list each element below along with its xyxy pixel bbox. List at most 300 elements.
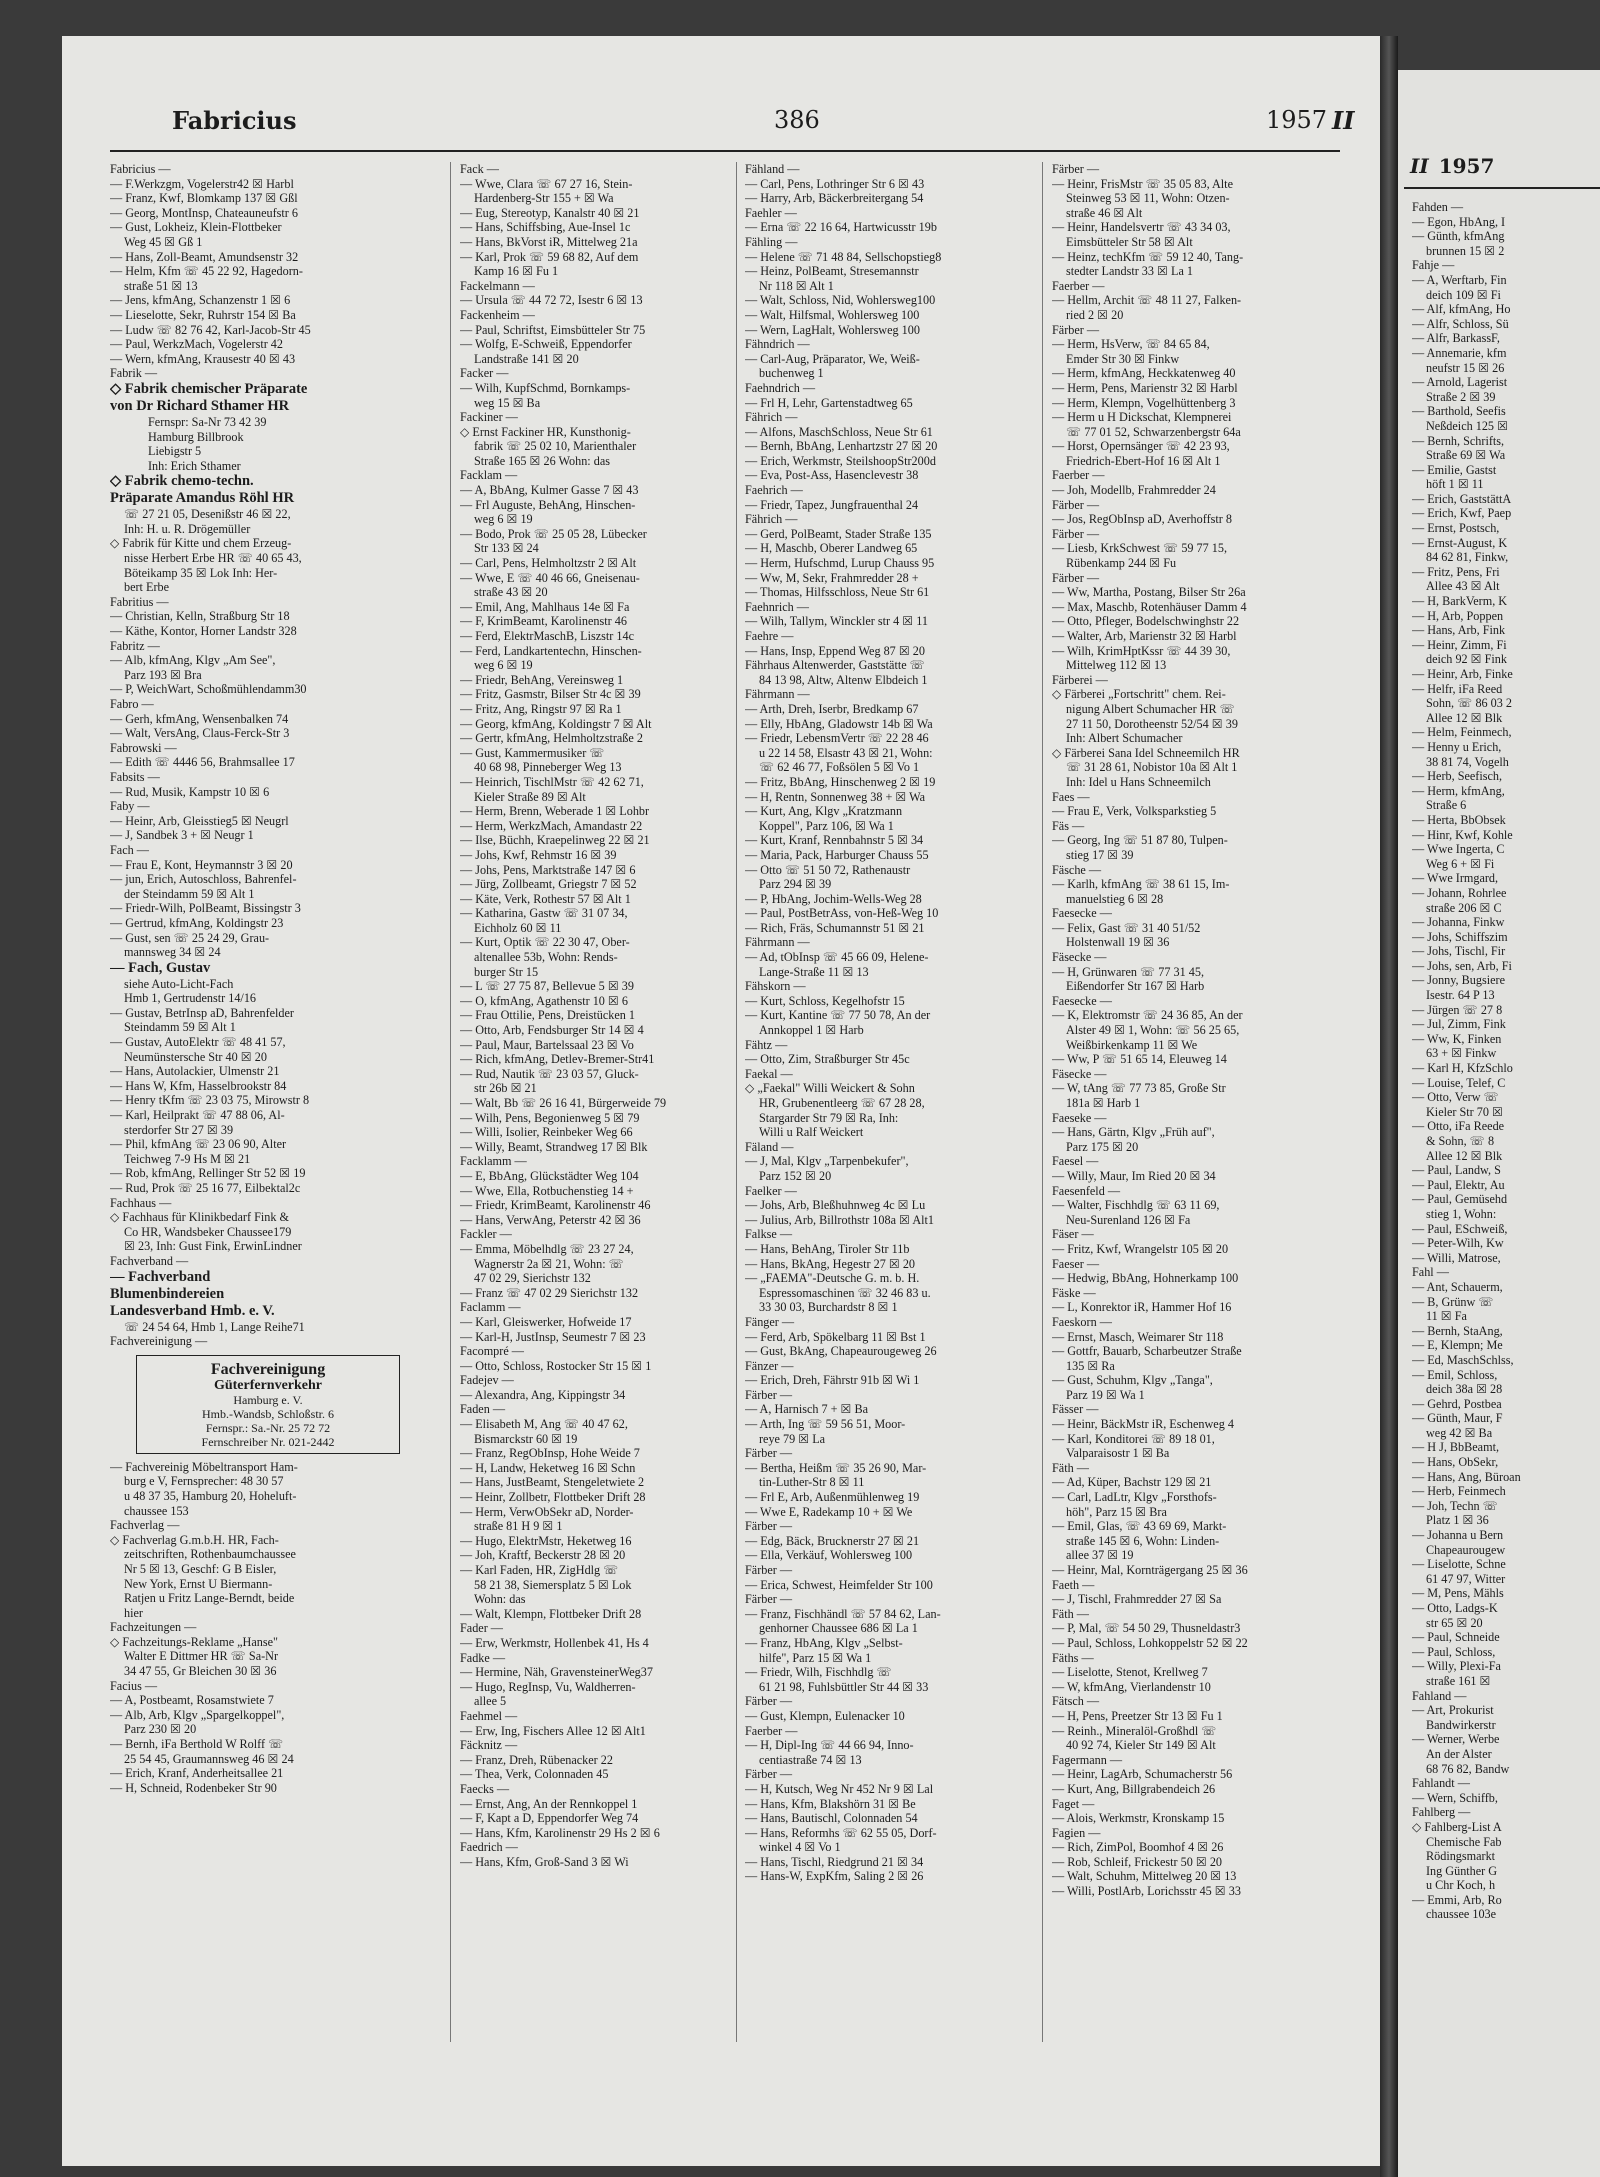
directory-entry: stieg 17 ☒ 39 xyxy=(1066,847,1134,862)
directory-entry: Faden — xyxy=(460,1402,506,1417)
directory-entry: Faedrich — xyxy=(460,1840,518,1855)
directory-entry: — Emil, Schloss, xyxy=(1412,1367,1498,1382)
directory-entry: Parz 152 ☒ 20 xyxy=(759,1168,832,1183)
directory-entry: — Karl-H, JustInsp, Seumestr 7 ☒ 23 xyxy=(460,1329,646,1344)
directory-entry: Wagnerstr 2a ☒ 21, Wohn: ☏ xyxy=(474,1256,624,1271)
directory-entry: — Karl Faden, HR, ZigHdlg ☏ xyxy=(460,1563,619,1577)
directory-entry: — Gustav, AutoElektr ☏ 48 41 57, xyxy=(110,1035,286,1050)
directory-entry: Färber — xyxy=(745,1519,793,1534)
directory-entry: — Franz, Kwf, Blomkamp 137 ☒ Gßl xyxy=(110,191,298,206)
directory-entry: siehe Auto-Licht-Fach xyxy=(124,976,234,991)
directory-entry: — Wwe Irmgard, xyxy=(1412,871,1499,886)
directory-entry: straße 206 ☒ C xyxy=(1426,900,1502,915)
directory-entry: 33 30 03, Burchardstr 8 ☒ 1 xyxy=(759,1300,898,1315)
directory-entry: Färber — xyxy=(745,1592,793,1607)
directory-entry: — Paul, WerkzMach, Vogelerstr 42 xyxy=(110,337,283,352)
directory-entry: — Annemarie, kfm xyxy=(1412,345,1507,360)
directory-entry: — Hans, Autolackier, Ulmenstr 21 xyxy=(110,1064,280,1079)
directory-entry: — Otto, Ladgs-K xyxy=(1412,1601,1498,1615)
directory-entry: — Rich, Fräs, Schumannstr 51 ☒ 21 xyxy=(745,920,925,935)
directory-entry: — Johann, Rohrlee xyxy=(1412,885,1507,900)
directory-entry: Liebigstr 5 xyxy=(148,444,202,459)
directory-entry: Faerber — xyxy=(1052,468,1105,483)
ad-city: Hamburg e. V. xyxy=(233,1392,303,1407)
directory-entry: Fabrowski — xyxy=(110,740,177,755)
directory-entry: — Christian, Kelln, Straßburg Str 18 xyxy=(110,609,290,624)
directory-entry: — Fach, Gustav xyxy=(110,959,211,976)
directory-entry: — Franz ☏ 47 02 29 Sierichstr 132 xyxy=(460,1285,639,1300)
directory-entry: — A, Werftarb, Fin xyxy=(1412,272,1507,287)
directory-entry: burger Str 15 xyxy=(474,964,539,979)
directory-entry: — Alfons, MaschSchloss, Neue Str 61 xyxy=(745,424,933,439)
directory-entry: Bandwirkerstr xyxy=(1426,1717,1496,1732)
directory-entry: — Eug, Stereotyp, Kanalstr 40 ☒ 21 xyxy=(460,205,640,220)
directory-entry: — Hans, Arb, Fink xyxy=(1412,623,1506,638)
directory-entry: Rübenkamp 244 ☒ Fu xyxy=(1066,556,1177,571)
directory-entry: — Erw, Werkmstr, Hollenbek 41, Hs 4 xyxy=(460,1635,649,1650)
directory-entry: — Otto, Arb, Fendsburger Str 14 ☒ 4 xyxy=(460,1023,644,1038)
directory-entry: Landesverband Hmb. e. V. xyxy=(110,1302,275,1319)
directory-entry: Faehmel — xyxy=(460,1708,518,1723)
directory-entry: — Hans, Kfm, Blakshörn 31 ☒ Be xyxy=(745,1796,916,1811)
directory-entry: — H, Dipl-Ing ☏ 44 66 94, Inno- xyxy=(745,1738,914,1753)
directory-entry: — Helfr, iFa Reed xyxy=(1412,681,1503,696)
directory-entry: — Ernst-August, K xyxy=(1412,535,1508,550)
directory-entry: Faehndrich — xyxy=(745,380,816,395)
directory-entry: Fähling — xyxy=(745,234,798,249)
directory-entry: — Thea, Verk, Colonnaden 45 xyxy=(460,1767,609,1782)
directory-entry: — Johs, Tischl, Fir xyxy=(1412,944,1506,959)
directory-entry: — Willy, Plexi-Fa xyxy=(1412,1659,1501,1674)
ad-address: Hmb.-Wandsb, Schloßstr. 6 xyxy=(201,1406,335,1421)
directory-entry: nisse Herbert Erbe HR ☏ 40 65 43, xyxy=(124,551,302,566)
directory-entry: Fernspr: Sa-Nr 73 42 39 xyxy=(148,414,267,429)
directory-entry: reye 79 ☒ La xyxy=(759,1431,826,1446)
directory-entry: Mittelweg 112 ☒ 13 xyxy=(1066,658,1167,673)
directory-entry: — Jos, RegObInsp aD, Averhoffstr 8 xyxy=(1052,512,1232,527)
directory-entry: — Johs, Pens, Marktstraße 147 ☒ 6 xyxy=(460,862,636,877)
directory-entry: — Paul, Landw, S xyxy=(1412,1163,1501,1178)
directory-entry: — Bodo, Prok ☏ 25 05 28, Lübecker xyxy=(460,526,647,541)
directory-entry: — Fritz, Pens, Fri xyxy=(1412,564,1500,579)
directory-entry: Fachvereinigung — xyxy=(110,1334,208,1349)
directory-entry: — Otto, Pfleger, Bodelschwinghstr 22 xyxy=(1052,614,1240,629)
directory-entry: — Johs, sen, Arb, Fi xyxy=(1412,958,1512,973)
directory-entry: Hardenberg-Str 155 + ☒ Wa xyxy=(474,191,614,206)
directory-entry: Faehre — xyxy=(745,629,794,643)
directory-entry: Färber — xyxy=(745,1387,793,1402)
directory-entry: höft 1 ☒ 11 xyxy=(1426,477,1484,492)
directory-entry: genhorner Chaussee 686 ☒ La 1 xyxy=(759,1621,918,1636)
directory-entry: — Gertr, kfmAng, Helmholtzstraße 2 xyxy=(460,731,643,746)
directory-entry: hier xyxy=(124,1605,143,1620)
directory-entry: — H, Landw, Heketweg 16 ☒ Schn xyxy=(460,1460,636,1475)
directory-entry: Hamburg Billbrook xyxy=(148,429,244,444)
directory-entry: — Katharina, Gastw ☏ 31 07 34, xyxy=(460,906,628,921)
directory-entry: ◇ Fabrik für Kitte und chem Erzeug- xyxy=(110,536,292,551)
directory-entry: sterdorfer Str 27 ☒ 39 xyxy=(124,1122,234,1137)
directory-entry: — Bernh, BbAng, Lenhartzstr 27 ☒ 20 xyxy=(745,439,938,454)
year: 1957 xyxy=(1266,106,1328,134)
directory-entry: — F, KrimBeamt, Karolinenstr 46 xyxy=(460,614,627,629)
directory-entry: — Gust, BkAng, Chapeaurougeweg 26 xyxy=(745,1344,937,1359)
directory-entry: weg 6 ☒ 19 xyxy=(474,512,533,527)
directory-entry: Böteikamp 35 ☒ Lok Inh: Her- xyxy=(124,565,278,580)
directory-entry: — Liselotte, Schne xyxy=(1412,1557,1506,1572)
directory-entry: Präparate Amandus Röhl HR xyxy=(110,490,295,507)
directory-entry: — Paul, Schloss, xyxy=(1412,1644,1496,1659)
directory-entry: — Kurt, Kantine ☏ 77 50 78, An der xyxy=(745,1008,931,1023)
directory-entry: 40 92 74, Kieler Str 149 ☒ Alt xyxy=(1066,1738,1216,1753)
directory-entry: Faeser — xyxy=(1052,1256,1100,1271)
directory-entry: ☏ 24 54 64, Hmb 1, Lange Reihe71 xyxy=(124,1319,305,1334)
directory-entry: — Helene ☏ 71 48 84, Sellschopstieg8 xyxy=(745,249,942,264)
directory-entry: — Walt, Klempn, Flottbeker Drift 28 xyxy=(460,1606,642,1621)
directory-entry: — Fritz, BbAng, Hinschenweg 2 ☒ 19 xyxy=(745,774,936,789)
directory-entry: — J, Sandbek 3 + ☒ Neugr 1 xyxy=(110,828,254,843)
directory-entry: — Otto, Verw ☏ xyxy=(1412,1090,1499,1105)
directory-entry: — Herta, BbObsek xyxy=(1412,812,1506,827)
directory-entry: — Herm, Hufschmd, Lurup Chauss 95 xyxy=(745,556,935,571)
directory-entry: Färber — xyxy=(745,1563,793,1577)
directory-entry: Fachhaus — xyxy=(110,1195,172,1210)
directory-entry: — Alb, kfmAng, Klgv „Am See", xyxy=(110,653,276,668)
directory-entry: — Harry, Arb, Bäckerbreitergang 54 xyxy=(745,191,924,206)
directory-entry: — Joh, Kraftf, Beckerstr 28 ☒ 20 xyxy=(460,1548,626,1563)
directory-entry: — Günth, Maur, F xyxy=(1412,1411,1503,1426)
directory-entry: Fackiner — xyxy=(460,410,518,425)
directory-entry: — Erna ☏ 22 16 64, Hartwicusstr 19b xyxy=(745,220,937,235)
directory-entry: — Hans, Ang, Büroan xyxy=(1412,1469,1521,1484)
directory-entry: — W, kfmAng, Vierlandenstr 10 xyxy=(1052,1679,1211,1694)
directory-entry: — Lieselotte, Sekr, Ruhrstr 154 ☒ Ba xyxy=(110,307,296,322)
directory-entry: brunnen 15 ☒ 2 xyxy=(1426,243,1505,258)
directory-entry: — Gerd, PolBeamt, Stader Straße 135 xyxy=(745,526,932,541)
directory-entry: ☏ 31 28 61, Nobistor 10a ☒ Alt 1 xyxy=(1066,760,1238,775)
directory-entry: der Steindamm 59 ☒ Alt 1 xyxy=(124,886,255,901)
directory-entry: Fäske — xyxy=(1052,1285,1096,1300)
directory-entry: — H, BarkVerm, K xyxy=(1412,594,1508,609)
directory-entry: — Paul, Schloss, Lohkoppelstr 52 ☒ 22 xyxy=(1052,1635,1248,1650)
directory-entry: — Friedr, BehAng, Vereinsweg 1 xyxy=(460,672,624,687)
directory-entry: — Frl Auguste, BehAng, Hinschen- xyxy=(460,497,636,512)
directory-entry: Färber — xyxy=(1052,497,1100,512)
directory-entry: deich 109 ☒ Fi xyxy=(1426,287,1501,302)
directory-entry: Facius — xyxy=(110,1678,158,1693)
directory-entry: — Ilse, Büchh, Kraepelinweg 22 ☒ 21 xyxy=(460,833,650,848)
directory-entry: chaussee 153 xyxy=(124,1503,189,1518)
directory-entry: — Erich, Kranf, Anderheitsallee 21 xyxy=(110,1766,284,1781)
directory-entry: ◇ Fabrik chemischer Präparate xyxy=(110,380,308,397)
directory-entry: — Werner, Werbe xyxy=(1412,1732,1500,1747)
directory-entry: — Friedr, Tapez, Jungfrauenthal 24 xyxy=(745,497,919,512)
directory-entry: — Hugo, RegInsp, Vu, Waldherren- xyxy=(460,1679,636,1694)
directory-entry: — A, Harnisch 7 + ☒ Ba xyxy=(745,1402,869,1417)
directory-entry: — Ad, Küper, Bachstr 129 ☒ 21 xyxy=(1052,1475,1212,1490)
directory-entry: — Kurt, Schloss, Kegelhofstr 15 xyxy=(745,993,905,1008)
directory-entry: — Elisabeth M, Ang ☏ 40 47 62, xyxy=(460,1417,628,1432)
directory-entry: — H, Maschb, Oberer Landweg 65 xyxy=(745,541,918,556)
directory-entry: Färber — xyxy=(745,1446,793,1461)
directory-entry: — Emmi, Arb, Ro xyxy=(1412,1892,1502,1907)
directory-entry: Parz 230 ☒ 20 xyxy=(124,1722,197,1737)
directory-entry: mannsweg 34 ☒ 24 xyxy=(124,945,221,960)
directory-entry: — Karl, Gleiswerker, Hofweide 17 xyxy=(460,1314,632,1329)
directory-entry: — Hans, Tischl, Riedgrund 21 ☒ 34 xyxy=(745,1854,924,1869)
directory-entry: Färberei — xyxy=(1052,672,1108,687)
directory-entry: straße 51 ☒ 13 xyxy=(124,278,198,293)
directory-entry: — Alfr, Schloss, Sü xyxy=(1412,316,1509,331)
directory-entry: — Gertrud, kfmAng, Koldingstr 23 xyxy=(110,915,284,930)
directory-entry: Fahje — xyxy=(1412,258,1455,273)
directory-entry: Bismarckstr 60 ☒ 19 xyxy=(474,1431,578,1446)
directory-entry: — Kurt, Optik ☏ 22 30 47, Ober- xyxy=(460,935,630,950)
directory-entry: — Georg, MontInsp, Chateauneufstr 6 xyxy=(110,205,298,220)
directory-entry: 58 21 38, Siemersplatz 5 ☒ Lok xyxy=(474,1577,632,1592)
directory-entry: — H, Kutsch, Weg Nr 452 Nr 9 ☒ Lal xyxy=(745,1781,934,1796)
directory-entry: — M, Pens, Mähls xyxy=(1412,1586,1504,1601)
directory-entry: — J, Mal, Klgv „Tarpenbekufer", xyxy=(745,1154,909,1169)
directory-entry: Fäland — xyxy=(745,1139,794,1154)
directory-entry: — Heinr, Zimm, Fi xyxy=(1412,637,1507,652)
directory-entry: — Hugo, ElektrMstr, Heketweg 16 xyxy=(460,1533,632,1548)
directory-entry: Allee 12 ☒ Blk xyxy=(1426,710,1503,725)
directory-entry: Fagien — xyxy=(1052,1825,1101,1840)
directory-entry: straße 43 ☒ 20 xyxy=(474,585,548,600)
directory-entry: — Maria, Pack, Harburger Chauss 55 xyxy=(745,847,929,862)
directory-entry: — Hans W, Kfm, Hasselbrookstr 84 xyxy=(110,1078,287,1093)
directory-entry: chaussee 103e xyxy=(1426,1907,1497,1922)
directory-entry: ☒ 23, Inh: Gust Fink, ErwinLindner xyxy=(124,1239,302,1254)
directory-entry: Fadejev — xyxy=(460,1373,514,1388)
directory-entry: — Hans, Bautischl, Colonnaden 54 xyxy=(745,1811,918,1826)
page-number: 386 xyxy=(774,106,820,134)
directory-entry: — Horst, Opernsänger ☏ 42 23 93, xyxy=(1052,439,1230,454)
directory-entry: — Ernst, Postsch, xyxy=(1412,521,1500,536)
directory-entry: Hmb 1, Gertrudenstr 14/16 xyxy=(124,991,257,1006)
directory-entry: Fackenheim — xyxy=(460,307,535,322)
directory-entry: Faesecke — xyxy=(1052,906,1112,921)
directory-entry: winkel 4 ☒ Vo 1 xyxy=(759,1840,841,1855)
directory-entry: — Friedr, KrimBeamt, Karolinenstr 46 xyxy=(460,1198,651,1213)
directory-entry: weg 42 ☒ Ba xyxy=(1426,1425,1493,1440)
directory-entry: — H, Schneid, Rodenbeker Str 90 xyxy=(110,1780,277,1795)
directory-entry: Fährmann — xyxy=(745,935,810,950)
directory-entry: bert Erbe xyxy=(124,580,170,595)
directory-entry: — H, Rentn, Sonnenweg 38 + ☒ Wa xyxy=(745,789,926,804)
directory-entry: straße 161 ☒ xyxy=(1426,1673,1491,1688)
right-column xyxy=(1412,200,1600,1922)
directory-entry: deich 92 ☒ Fink xyxy=(1426,652,1507,667)
directory-entry: ried 2 ☒ 20 xyxy=(1066,307,1124,322)
directory-entry: — Herm, Brenn, Weberade 1 ☒ Lohbr xyxy=(460,804,650,819)
directory-entry: — H, Pens, Preetzer Str 13 ☒ Fu 1 xyxy=(1052,1708,1223,1723)
directory-entry: — Ferd, Landkartentechn, Hinschen- xyxy=(460,643,642,658)
directory-entry: ◇ Fachhaus für Klinikbedarf Fink & xyxy=(110,1210,289,1225)
directory-entry: — Helm, Feinmech, xyxy=(1412,725,1512,740)
directory-entry: — Johs, Arb, Bleßhuhnweg 4c ☒ Lu xyxy=(745,1198,926,1213)
directory-entry: straße 46 ☒ Alt xyxy=(1066,205,1143,220)
directory-entry: — Hans, Kfm, Karolinenstr 29 Hs 2 ☒ 6 xyxy=(460,1825,660,1840)
directory-entry: — Jürgen ☏ 27 8 xyxy=(1412,1002,1503,1017)
directory-entry: — Franz, RegObInsp, Hohe Weide 7 xyxy=(460,1446,640,1461)
directory-entry: — Jens, kfmAng, Schanzenstr 1 ☒ 6 xyxy=(110,293,291,308)
directory-entry: — Wern, kfmAng, Krausestr 40 ☒ 43 xyxy=(110,351,296,366)
directory-entry: — Herb, Seefisch, xyxy=(1412,769,1503,784)
directory-entry: ◇ Fachverlag G.m.b.H. HR, Fach- xyxy=(110,1532,279,1547)
directory-entry: 63 + ☒ Finkw xyxy=(1426,1046,1497,1061)
directory-entry: — Paul, Schriftst, Eimsbütteler Str 75 xyxy=(460,322,646,337)
directory-entry: — Hans, Kfm, Groß-Sand 3 ☒ Wi xyxy=(460,1854,629,1869)
directory-entry: — Hellm, Archit ☏ 48 11 27, Falken- xyxy=(1052,293,1242,308)
directory-entry: — Gust, Klempn, Eulenacker 10 xyxy=(745,1708,905,1723)
directory-entry: Chemische Fab xyxy=(1426,1834,1502,1849)
advertisement-box xyxy=(136,1355,400,1454)
directory-entry: — Thomas, Hilfsschloss, Neue Str 61 xyxy=(745,585,930,600)
directory-entry: — Rud, Musik, Kampstr 10 ☒ 6 xyxy=(110,784,270,799)
directory-entry: ☏ 62 46 77, Foßsölen 5 ☒ Vo 1 xyxy=(759,760,920,775)
directory-entry: Emder Str 30 ☒ Finkw xyxy=(1066,351,1180,366)
directory-entry: — Heinr, Zollbetr, Flottbeker Drift 28 xyxy=(460,1490,646,1505)
directory-entry: — Willy, Maur, Im Ried 20 ☒ 34 xyxy=(1052,1168,1216,1183)
directory-entry: Wohn: das xyxy=(474,1592,526,1607)
directory-entry: — Fachverband xyxy=(110,1268,211,1285)
header-rule xyxy=(110,150,1340,152)
directory-entry: manuelstieg 6 ☒ 28 xyxy=(1066,891,1164,906)
directory-entry: Färber — xyxy=(1052,162,1100,176)
directory-entry: — Erich, Werkmstr, SteilshoopStr200d xyxy=(745,453,936,468)
directory-entry: Ing Günther G xyxy=(1426,1863,1498,1878)
directory-entry: — Georg, kfmAng, Koldingstr 7 ☒ Alt xyxy=(460,716,652,731)
directory-entry: — Heinz, PolBeamt, Stresemannstr xyxy=(745,264,919,279)
directory-entry: Nr 118 ☒ Alt 1 xyxy=(759,278,834,293)
directory-entry: Neßdeich 125 ☒ xyxy=(1426,418,1508,433)
directory-entry: Faeth — xyxy=(1052,1577,1095,1592)
directory-entry: — Gehrd, Postbea xyxy=(1412,1396,1502,1411)
directory-entry: — Erich, Dreh, Fährstr 91b ☒ Wi 1 xyxy=(745,1373,920,1388)
directory-entry: — Hans, Reformhs ☏ 62 55 05, Dorf- xyxy=(745,1825,937,1840)
directory-entry: — Franz, HbAng, Klgv „Selbst- xyxy=(745,1635,903,1650)
directory-entry: — Käte, Verk, Rothestr 57 ☒ Alt 1 xyxy=(460,891,631,906)
directory-entry: Färber — xyxy=(745,1694,793,1709)
directory-entry: — Alfr, BarkassF, xyxy=(1412,331,1500,346)
directory-entry: — Max, Maschb, Rotenhäuser Damm 4 xyxy=(1052,599,1247,614)
directory-column-2 xyxy=(460,162,752,1869)
directory-entry: Allee 43 ☒ Alt xyxy=(1426,579,1500,594)
directory-entry: — Ernst, Masch, Weimarer Str 118 xyxy=(1052,1329,1224,1344)
directory-entry: — H, Grünwaren ☏ 77 31 45, xyxy=(1052,964,1204,979)
directory-entry: — Herm u H Dickschat, Klempnerei xyxy=(1052,410,1232,425)
directory-entry: — P, WeichWart, Schoßmühlendamm30 xyxy=(110,682,307,697)
directory-entry: Fähtz — xyxy=(745,1037,788,1052)
directory-entry: — Herm, kfmAng, Heckkatenweg 40 xyxy=(1052,366,1236,381)
directory-entry: — Wwe E, Radekamp 10 + ☒ We xyxy=(745,1504,913,1519)
directory-entry: Fabricius — xyxy=(110,162,171,176)
directory-entry: — Gust, Kammermusiker ☏ xyxy=(460,745,605,760)
directory-entry: — Herm, Klempn, Vogelhüttenberg 3 xyxy=(1052,395,1236,410)
directory-entry: Facklamm — xyxy=(460,1154,527,1169)
directory-entry: — Hans, BkVorst iR, Mittelweg 21a xyxy=(460,234,638,249)
directory-entry: — Hermine, Näh, GravensteinerWeg37 xyxy=(460,1665,653,1680)
directory-entry: Färber — xyxy=(1052,570,1100,585)
directory-entry: Fänzer — xyxy=(745,1358,794,1373)
directory-entry: Inh: Erich Sthamer xyxy=(148,458,241,473)
directory-entry: — Wilh, KupfSchmd, Bornkamps- xyxy=(460,380,631,395)
directory-entry: — Felix, Gast ☏ 31 40 51/52 xyxy=(1052,920,1201,935)
directory-entry: höh", Parz 15 ☒ Bra xyxy=(1066,1504,1167,1519)
directory-entry: — Frl E, Arb, Außenmühlenweg 19 xyxy=(745,1490,920,1505)
directory-entry: — Johanna u Bern xyxy=(1412,1528,1504,1543)
directory-entry: — Henny u Erich, xyxy=(1412,739,1502,754)
directory-entry: Facker — xyxy=(460,366,509,381)
directory-entry: Färber — xyxy=(1052,526,1100,541)
directory-entry: Inh: Albert Schumacher xyxy=(1066,731,1183,746)
directory-entry: Färber — xyxy=(1052,322,1100,337)
directory-entry: — „FAEMA"-Deutsche G. m. b. H. xyxy=(745,1271,920,1286)
directory-entry: Straße 2 ☒ 39 xyxy=(1426,389,1496,404)
directory-entry: 47 02 29, Sierichstr 132 xyxy=(474,1271,591,1286)
directory-entry: — Gustav, BetrInsp aD, Bahrenfelder xyxy=(110,1005,294,1020)
directory-entry: — Willi, Matrose, xyxy=(1412,1250,1501,1265)
directory-entry: Fährhaus Altenwerder, Gaststätte ☏ xyxy=(745,658,925,673)
directory-entry: — Paul, PostBetrAss, von-Heß-Weg 10 xyxy=(745,906,939,921)
directory-entry: Fäth — xyxy=(1052,1606,1089,1621)
directory-entry: Faehler — xyxy=(745,205,797,220)
directory-entry: 68 76 82, Bandw xyxy=(1426,1761,1510,1776)
directory-entry: Steinweg 53 ☒ 11, Wohn: Otzen- xyxy=(1066,191,1230,206)
directory-entry: ◇ „Faekal" Willi Weickert & Sohn xyxy=(745,1081,915,1096)
directory-entry: Faerber — xyxy=(1052,278,1105,293)
directory-entry: — Friedr-Wilh, PolBeamt, Bissingstr 3 xyxy=(110,901,301,916)
directory-entry: Fährich — xyxy=(745,512,798,527)
running-head-name: Fabricius xyxy=(172,106,297,135)
directory-entry: Faeseke — xyxy=(1052,1110,1107,1125)
directory-entry: — Walt, Schloss, Nid, Wohlersweg100 xyxy=(745,293,936,308)
directory-entry: ◇ Fachzeitungs-Reklame „Hanse" xyxy=(110,1634,278,1649)
directory-entry: Fäths — xyxy=(1052,1650,1094,1665)
directory-entry: — Käthe, Kontor, Horner Landstr 328 xyxy=(110,624,297,639)
directory-entry: — Karl, Prok ☏ 59 68 82, Auf dem xyxy=(460,249,639,264)
directory-entry: Faelker — xyxy=(745,1183,797,1198)
directory-entry: Fader — xyxy=(460,1621,503,1636)
directory-entry: Kieler Str 70 ☒ xyxy=(1426,1104,1503,1119)
directory-entry: — Carl, Pens, Lothringer Str 6 ☒ 43 xyxy=(745,176,925,191)
directory-entry: Faesecke — xyxy=(1052,993,1112,1008)
directory-entry: Ratjen u Fritz Lange-Berndt, beide xyxy=(124,1591,295,1606)
directory-entry: — Kurt, Kranf, Rennbahnstr 5 ☒ 34 xyxy=(745,833,924,848)
directory-entry: Chapeaurougew xyxy=(1426,1542,1506,1557)
directory-entry: — Julius, Arb, Billrothstr 108a ☒ Alt1 xyxy=(745,1212,935,1227)
directory-entry: stedter Landstr 33 ☒ La 1 xyxy=(1066,264,1194,279)
directory-entry: Faclamm — xyxy=(460,1300,521,1315)
directory-entry: Faecks — xyxy=(460,1781,510,1796)
directory-entry: hilfe", Parz 15 ☒ Wa 1 xyxy=(759,1650,872,1665)
directory-entry: ◇ Fahlberg-List A xyxy=(1412,1819,1502,1834)
directory-entry: — Walt, Bb ☏ 26 16 41, Bürgerweide 79 xyxy=(460,1096,667,1110)
right-header-rule xyxy=(1404,187,1600,189)
directory-entry: Fässer — xyxy=(1052,1402,1099,1417)
directory-entry: ☏ 27 21 05, Desenißstr 46 ☒ 22, xyxy=(124,507,291,522)
directory-entry: Teichweg 7-9 Hs M ☒ 21 xyxy=(124,1151,251,1166)
directory-entry: Eichholz 60 ☒ 11 xyxy=(474,920,562,935)
directory-entry: — Bernh, Schrifts, xyxy=(1412,433,1505,448)
directory-entry: — Willi, PostlArb, Lorichsstr 45 ☒ 33 xyxy=(1052,1884,1241,1899)
directory-entry: fabrik ☏ 25 02 10, Marienthaler xyxy=(474,439,637,454)
directory-entry: ◇ Färberei Sana Idel Schneemilch HR xyxy=(1052,745,1240,760)
directory-entry: — Karl H, KfzSchlo xyxy=(1412,1061,1513,1076)
directory-entry: ☏ 77 01 52, Schwarzenbergstr 64a xyxy=(1066,424,1241,439)
directory-entry: Faerber — xyxy=(745,1723,798,1738)
